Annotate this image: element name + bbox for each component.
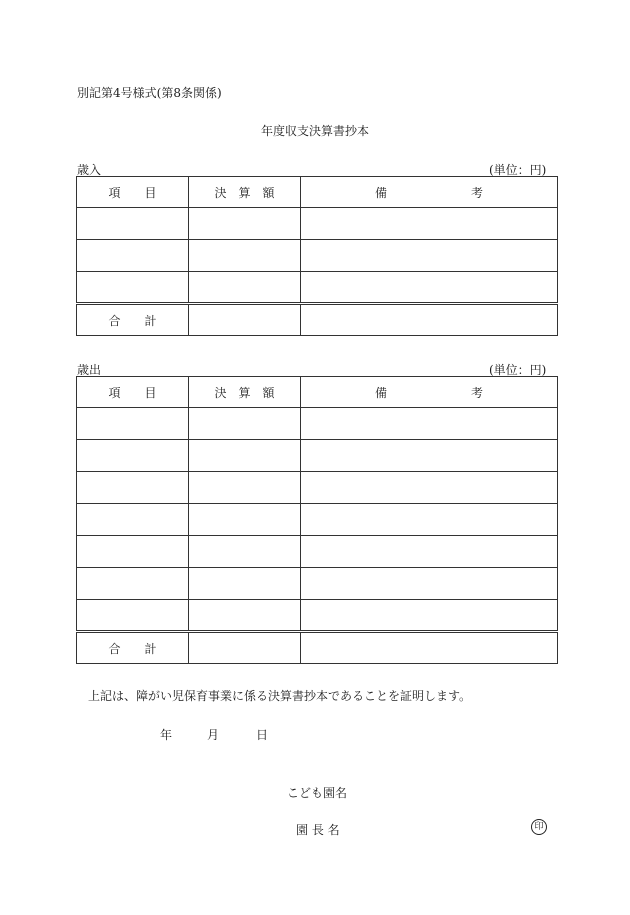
date-month-label: 月 — [207, 728, 220, 742]
table-row — [77, 240, 558, 272]
expenditure-unit-label: (単位：円) — [489, 363, 547, 377]
column-header-item: 項 目 — [77, 377, 189, 408]
item-cell[interactable] — [77, 536, 189, 568]
amount-cell[interactable] — [189, 472, 301, 504]
form-number: 別記第4号様式(第8条関係) — [77, 86, 222, 100]
total-remarks-cell[interactable] — [301, 304, 558, 336]
column-header-amount: 決 算 額 — [189, 177, 301, 208]
item-cell[interactable] — [77, 472, 189, 504]
amount-cell[interactable] — [189, 440, 301, 472]
amount-cell[interactable] — [189, 408, 301, 440]
item-cell[interactable] — [77, 408, 189, 440]
revenue-header-row — [77, 177, 558, 208]
revenue-unit-label: (単位：円) — [489, 163, 547, 177]
total-label: 合 計 — [77, 632, 189, 664]
remarks-cell[interactable] — [301, 240, 558, 272]
table-row — [77, 600, 558, 632]
principal-name-label: 園 長 名 — [296, 823, 340, 837]
expenditure-table — [76, 376, 558, 664]
amount-cell[interactable] — [189, 536, 301, 568]
table-row — [77, 208, 558, 240]
column-header-item: 項 目 — [77, 177, 189, 208]
revenue-total-row — [77, 304, 558, 336]
remarks-cell[interactable] — [301, 504, 558, 536]
date-day-label: 日 — [256, 728, 269, 742]
seal-icon: 印 — [531, 819, 547, 835]
item-cell[interactable] — [77, 240, 189, 272]
item-cell[interactable] — [77, 568, 189, 600]
remarks-cell[interactable] — [301, 408, 558, 440]
expenditure-section-label: 歳出 — [77, 363, 102, 377]
item-cell[interactable] — [77, 440, 189, 472]
item-cell[interactable] — [77, 600, 189, 632]
remarks-cell[interactable] — [301, 440, 558, 472]
document-title: 年度収支決算書抄本 — [260, 124, 369, 138]
total-label: 合 計 — [77, 304, 189, 336]
amount-cell[interactable] — [189, 208, 301, 240]
amount-cell[interactable] — [189, 600, 301, 632]
remarks-cell[interactable] — [301, 272, 558, 304]
amount-cell[interactable] — [189, 240, 301, 272]
remarks-cell[interactable] — [301, 208, 558, 240]
total-amount-cell[interactable] — [189, 632, 301, 664]
date-year-label: 年 — [160, 728, 173, 742]
column-header-remarks: 備 考 — [301, 177, 558, 208]
nursery-name-label: こども園名 — [287, 786, 348, 800]
revenue-section-label: 歳入 — [77, 163, 102, 177]
amount-cell[interactable] — [189, 504, 301, 536]
item-cell[interactable] — [77, 272, 189, 304]
table-row — [77, 272, 558, 304]
amount-cell[interactable] — [189, 568, 301, 600]
total-remarks-cell[interactable] — [301, 632, 558, 664]
certification-statement: 上記は、障がい児保育事業に係る決算書抄本であることを証明します。 — [88, 689, 472, 703]
column-header-remarks: 備 考 — [301, 377, 558, 408]
amount-cell[interactable] — [189, 272, 301, 304]
table-row — [77, 472, 558, 504]
item-cell[interactable] — [77, 208, 189, 240]
table-row — [77, 440, 558, 472]
remarks-cell[interactable] — [301, 568, 558, 600]
remarks-cell[interactable] — [301, 472, 558, 504]
expenditure-header-row — [77, 377, 558, 408]
table-row — [77, 568, 558, 600]
item-cell[interactable] — [77, 504, 189, 536]
remarks-cell[interactable] — [301, 600, 558, 632]
table-row — [77, 536, 558, 568]
table-row — [77, 408, 558, 440]
revenue-table — [76, 176, 558, 336]
expenditure-total-row — [77, 632, 558, 664]
column-header-amount: 決 算 額 — [189, 377, 301, 408]
table-row — [77, 504, 558, 536]
remarks-cell[interactable] — [301, 536, 558, 568]
total-amount-cell[interactable] — [189, 304, 301, 336]
